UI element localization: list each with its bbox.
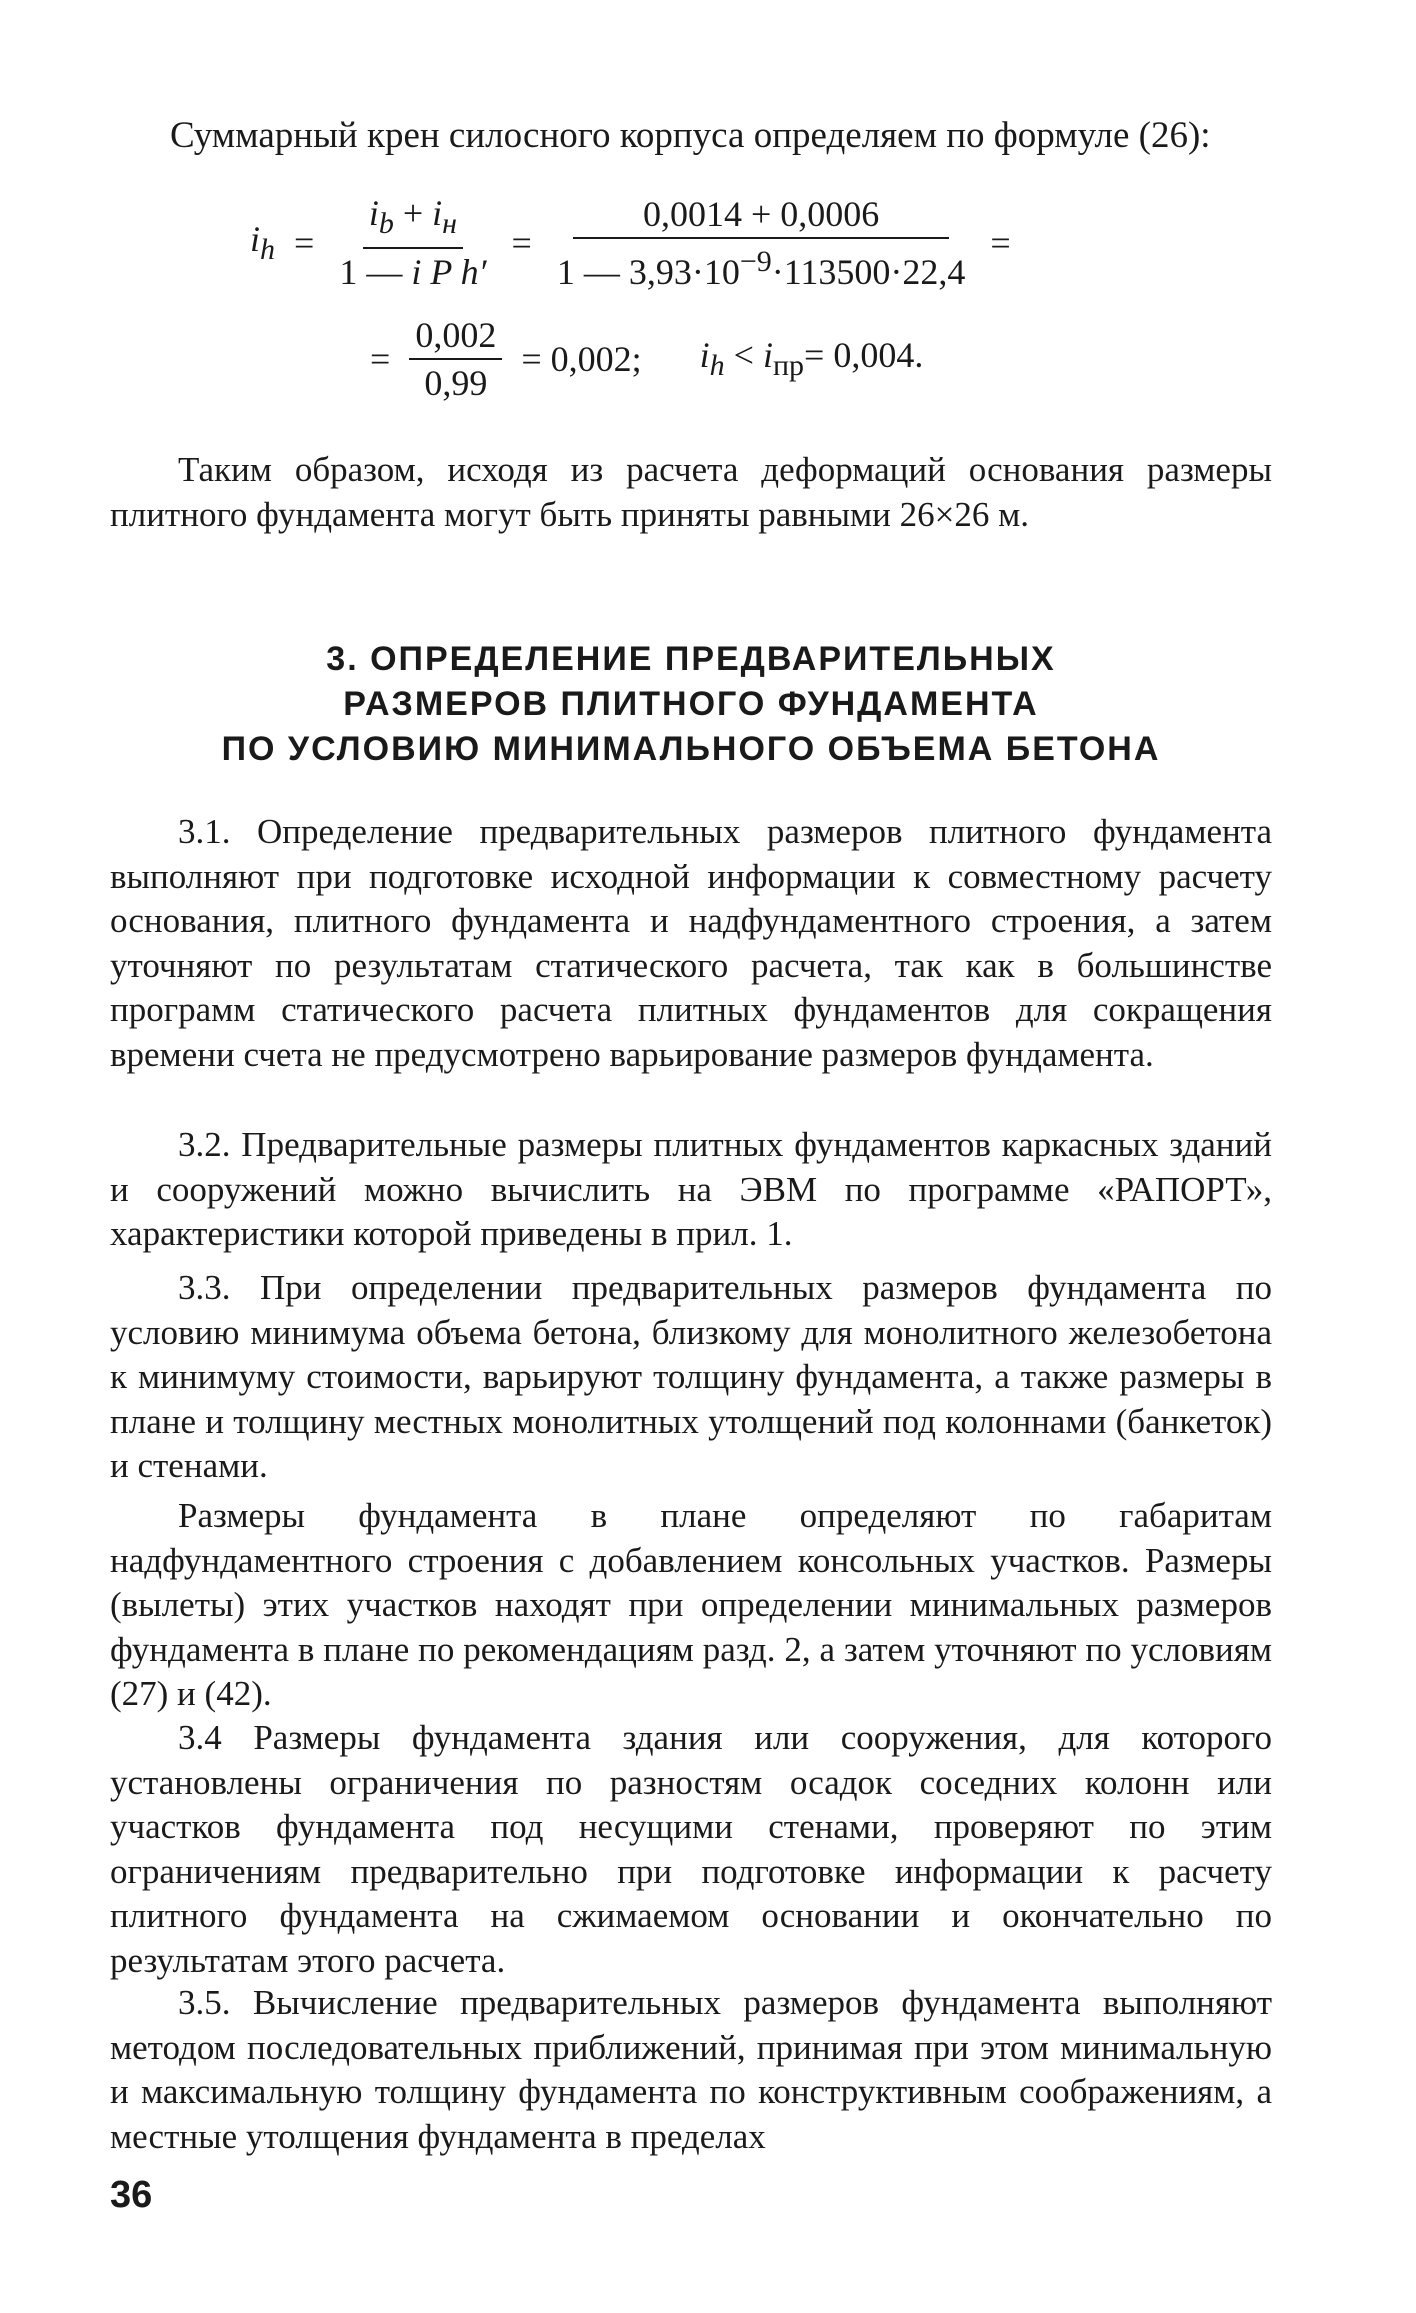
f1-num-a-sub: b <box>378 207 394 241</box>
cmp-val: = 0,004. <box>804 335 924 376</box>
page-number: 36 <box>110 2174 153 2216</box>
formula-lhs-var: i <box>250 219 261 259</box>
section-heading <box>110 637 1272 772</box>
paragraph-3-5-number: 3.5. <box>178 1983 231 2022</box>
paragraph-3-4-number: 3.4 <box>178 1718 222 1757</box>
cmp-var2: i <box>762 335 773 376</box>
fraction-3-numerator: 0,002 <box>409 312 502 360</box>
paragraph-3-2 <box>110 1123 1272 1257</box>
cmp-sub2: пр <box>772 349 805 383</box>
f1-num-a: i <box>368 193 379 233</box>
formula-lhs <box>250 218 275 267</box>
fraction-3-denominator: 0,99 <box>424 363 488 403</box>
f1-num-b: i <box>432 193 443 233</box>
paragraph-3-2-number: 3.2. <box>178 1125 231 1164</box>
formula-fraction-1 <box>333 190 492 295</box>
fraction-1-denominator <box>333 249 492 295</box>
fraction-2-denominator <box>551 239 972 295</box>
paragraph-3-3b-text: Размеры фундамента в плане определяют по габаритам надфундаментного строения с добавлением консольных участков. Размеры (вылеты) этих участков находят при определении минимальных размеров фундамента в плане по рекомендациям разд. 2, а затем уточняют по условиям (27) и (42). <box>110 1496 1272 1713</box>
paragraph-3-4 <box>110 1716 1272 1983</box>
paragraph-3-1-number: 3.1. <box>178 812 231 851</box>
paragraph-3-5 <box>110 1981 1272 2159</box>
conclusion-paragraph <box>110 448 1272 537</box>
formula-comparison <box>700 334 924 383</box>
heading-line-1: 3. ОПРЕДЕЛЕНИЕ ПРЕДВАРИТЕЛЬНЫХ <box>326 640 1056 678</box>
paragraph-3-3-text: При определении предварительных размеров фундамента по условию минимума объема бетона, близкому для монолитного железобетона к минимуму стоимости, варьируют толщину фундамента, а также размеры в плане и толщину местных монолитных утолщений под колоннами (банкеток) и стенами. <box>110 1268 1272 1485</box>
cmp-lt: < <box>733 335 754 376</box>
formula-eq-4: = <box>370 339 391 379</box>
formula-line-2 <box>360 312 923 406</box>
formula-fraction-3 <box>409 312 502 406</box>
heading-line-3: ПО УСЛОВИЮ МИНИМАЛЬНОГО ОБЪЕМА БЕТОНА <box>221 730 1161 768</box>
fraction-2-numerator: 0,0014 + 0,0006 <box>573 191 949 239</box>
f2-den-a: 1 — 3,93·10 <box>556 251 740 292</box>
paragraph-3-5-text: Вычисление предварительных размеров фундамента выполняют методом последовательных приближений, принимая при этом минимальную и максимальную толщину фундамента по конструктивным соображениям, а местные утолщения фундамента в пределах <box>110 1983 1272 2156</box>
intro-text: Суммарный крен силосного корпуса определяем по формуле (26): <box>170 115 1211 156</box>
formula-fraction-2 <box>551 191 972 295</box>
formula-line-1 <box>250 190 1021 295</box>
f2-den-b: ·113500·22,4 <box>771 251 966 292</box>
paragraph-3-4-text: Размеры фундамента здания или сооружения, для которого установлены ограничения по разностям осадок соседних колонн или участков фундамента под несущими стенами, проверяют по этим ограничениям предварительно при подготовке информации к расчету плитного фундамента на сжимаемом основании и окончательно по результатам этого расчета. <box>110 1718 1273 1980</box>
paragraph-3-2-text: Предварительные размеры плитных фундаментов каркасных зданий и сооружений можно вычислить на ЭВМ по программе «РАПОРТ», характеристики которой приведены в прил. 1. <box>110 1125 1272 1253</box>
f1-den-var: i P h′ <box>411 252 487 293</box>
cmp-sub: h <box>709 349 725 383</box>
paragraph-3-1-text: Определение предварительных размеров плитного фундамента выполняют при подготовке исходной информации к совместному расчету основания, плитного фундамента и надфундаментного строения, а затем уточняют по результатам статического расчета, так как в большинстве программ статического расчета плитных фундаментов для сокращения времени счета не предусмотрено варьирование размеров фундамента. <box>110 812 1272 1074</box>
f2-den-exp: −9 <box>739 244 772 278</box>
heading-line-2: РАЗМЕРОВ ПЛИТНОГО ФУНДАМЕНТА <box>343 685 1039 723</box>
formula-lhs-sub: h <box>260 233 276 267</box>
formula-eq-3: = <box>990 222 1011 263</box>
paragraph-3-3-continued <box>110 1494 1272 1717</box>
formula-result: = 0,002; <box>521 339 642 379</box>
formula-eq-2: = <box>511 222 532 263</box>
f1-den: 1 — <box>339 252 403 293</box>
conclusion-text: Таким образом, исходя из расчета деформаций основания размеры плитного фундамента могут быть приняты равными 26×26 м. <box>110 450 1272 534</box>
paragraph-3-1 <box>110 810 1272 1077</box>
formula-eq-1: = <box>294 222 315 263</box>
cmp-var: i <box>699 335 710 376</box>
f1-num-plus: + <box>402 193 424 233</box>
paragraph-3-3 <box>110 1266 1272 1489</box>
fraction-1-numerator <box>363 190 463 249</box>
paragraph-3-3-number: 3.3. <box>178 1268 231 1307</box>
f1-num-b-sub: н <box>442 207 458 241</box>
